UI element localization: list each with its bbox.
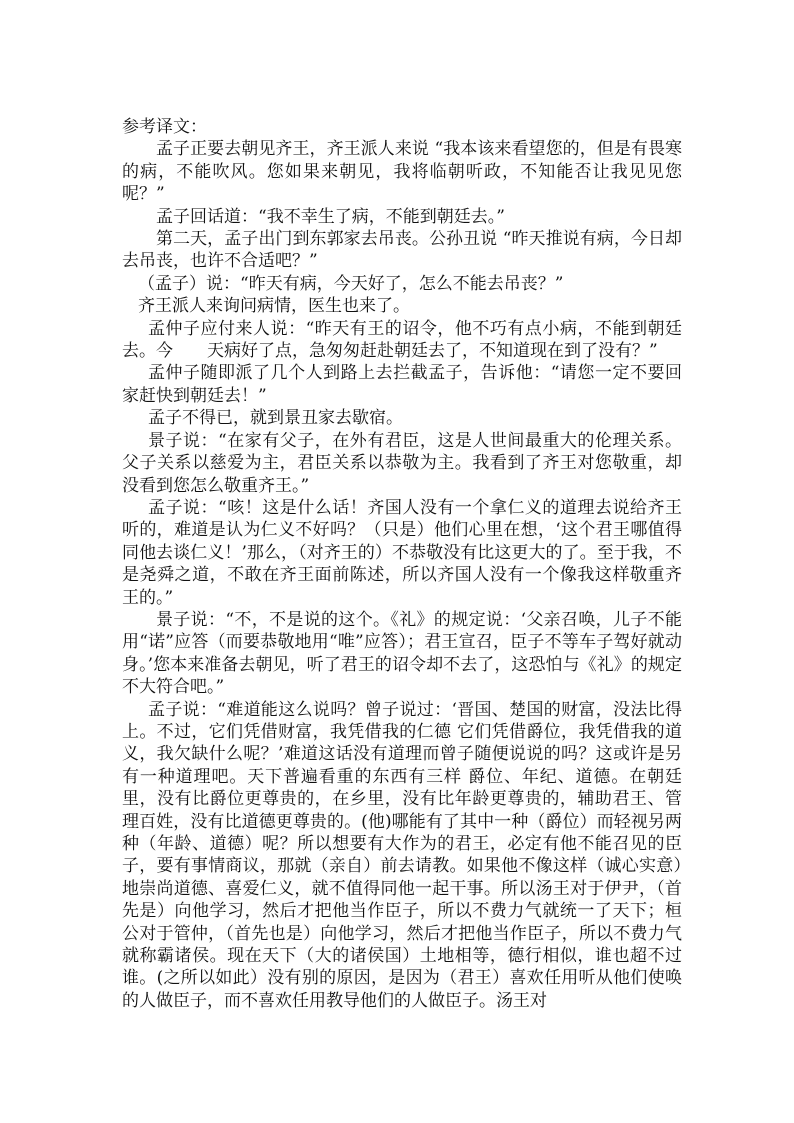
paragraph: 景子说：“在家有父子，在外有君臣，这是人世间最重大的伦理关系。父子关系以慈爱为主，君臣关系以恭敬为主。我看到了齐王对您敬重，却没看到您怎么敬重齐王。” xyxy=(122,430,682,496)
paragraph: 孟子说：“难道能这么说吗？曾子说过：‘晋国、楚国的财富，没法比得上。不过，它们凭借财富，我凭借我的仁德 它们凭借爵位，我凭借我的道义，我欠缺什么呢？’难道这话没有道理而曾子随便说说的吗？这或许是另有一种道理吧。天下普遍看重的东西有三样 爵位、年纪、道德。在朝廷里，没有比爵位更尊贵的，在乡里，没有比年龄更尊贵的，辅助君王、管理百姓，没有比道德更尊贵的。(他)哪能有了其中一种（爵位）而轻视另两种（年龄、道德）呢？所以想要有大作为的君王，必定有他不能召见的臣子，要有事情商议，那就（亲自）前去请教。如果他不像这样（诚心实意）地崇尚道德、喜爱仁义，就不值得同他一起干事。所以汤王对于伊尹，（首先是）向他学习，然后才把他当作臣子，所以不费力气就统一了天下；桓公对于管仲，（首先也是）向他学习，然后才把他当作臣子，所以不费力气就称霸诸侯。现在天下（大的诸侯国）土地相等，德行相似，谁也超不过谁。(之所以如此）没有别的原因，是因为（君王）喜欢任用听从他们使唤的人做臣子，而不喜欢任用教导他们的人做臣子。汤王对 xyxy=(122,699,682,1011)
document-body xyxy=(122,116,682,1012)
paragraph: 景子说：“不，不是说的这个。《礼》的规定说：‘父亲召唤，儿子不能用“诺”应答（而要恭敬地用“唯”应答）；君王宣召，臣子不等车子驾好就动身。’您本来准备去朝见，听了君王的诏令却不去了，这恐怕与《礼》的规定不大符合吧。” xyxy=(122,609,682,698)
section-heading: 参考译文： xyxy=(122,117,207,137)
paragraph: 孟仲子应付来人说：“昨天有王的诏令，他不巧有点小病，不能到朝廷去。今 天病好了点，急匆匆赶赴朝廷去了，不知道现在到了没有？” xyxy=(122,318,682,362)
paragraph: 第二天，孟子出门到东郭家去吊丧。公孙丑说 “昨天推说有病，今日却去吊丧，也许不合适吧？” xyxy=(122,229,682,272)
paragraph: 齐王派人来询问病情，医生也来了。 xyxy=(138,296,410,317)
paragraph: （孟子）说：“昨天有病，今天好了，怎么不能去吊丧？” xyxy=(138,273,564,294)
paragraph: 孟子说：“咳！这是什么话！齐国人没有一个拿仁义的道理去说给齐王听的，难道是认为仁义不好吗？（只是）他们心里在想，‘这个君王哪值得同他去谈仁义！’那么，（对齐王的）不恭敬没有比这更大的了。至于我，不是尧舜之道，不敢在齐王面前陈述，所以齐国人没有一个像我这样敬重齐王的。” xyxy=(122,497,682,608)
paragraph: 孟子不得已，就到景丑家去歇宿。 xyxy=(148,408,403,429)
paragraph: 孟子正要去朝见齐王，齐王派人来说 “我本该来看望您的，但是有畏寒的病，不能吹风。您如果来朝见，我将临朝听政，不知能否让我见见您呢？” xyxy=(122,139,682,205)
paragraph: 孟子回话道：“我不幸生了病，不能到朝廷去。” xyxy=(156,206,505,227)
paragraph: 孟仲子随即派了几个人到路上去拦截孟子，告诉他：“请您一定不要回家赶快到朝廷去！” xyxy=(122,363,682,406)
